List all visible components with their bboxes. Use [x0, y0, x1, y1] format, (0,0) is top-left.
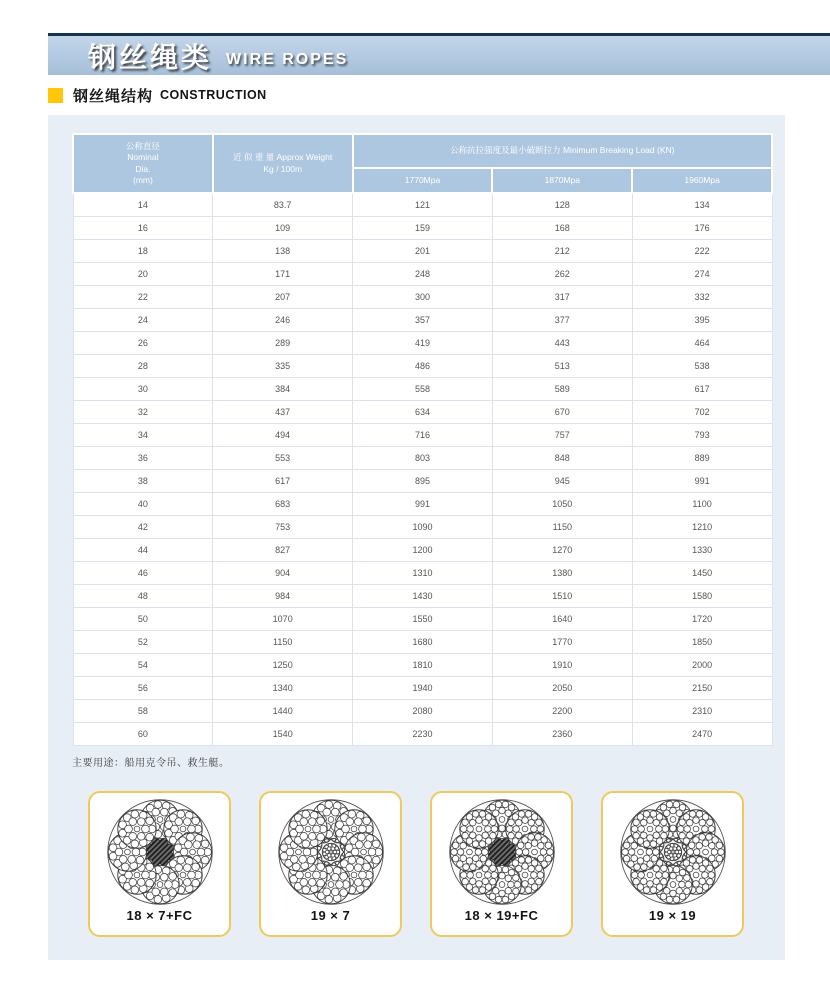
table-cell: 138	[213, 240, 353, 263]
page-title-zh: 钢丝绳类	[88, 41, 213, 73]
table-cell: 171	[213, 263, 353, 286]
diagram-label: 19 × 7	[310, 908, 351, 923]
table-cell: 1150	[213, 631, 353, 654]
table-cell: 1270	[492, 539, 632, 562]
content-panel	[48, 115, 785, 960]
table-cell: 274	[632, 263, 772, 286]
table-cell: 702	[632, 401, 772, 424]
header-nominal-dia-en1: Nominal	[127, 152, 159, 163]
table-cell: 2050	[492, 677, 632, 700]
table-cell: 419	[353, 332, 493, 355]
header-nominal-dia-zh: 公称直径	[125, 141, 160, 152]
table-cell: 827	[213, 539, 353, 562]
table-cell: 2200	[492, 700, 632, 723]
table-cell: 757	[492, 424, 632, 447]
table-row	[73, 539, 772, 562]
wire-rope-cross-section-icon	[446, 797, 558, 907]
table-cell: 558	[353, 378, 493, 401]
table-cell: 357	[353, 309, 493, 332]
diagram-card-19x7	[259, 791, 402, 937]
page-title-en: WIRE ROPES	[226, 50, 349, 68]
table-cell: 1330	[632, 539, 772, 562]
table-cell: 58	[73, 700, 213, 723]
table-cell: 443	[492, 332, 632, 355]
table-cell: 222	[632, 240, 772, 263]
table-cell: 248	[353, 263, 493, 286]
table-cell: 1210	[632, 516, 772, 539]
table-cell: 46	[73, 562, 213, 585]
table-cell: 1200	[353, 539, 493, 562]
table-row	[73, 562, 772, 585]
diagram-card-18x7fc	[88, 791, 231, 937]
table-cell: 384	[213, 378, 353, 401]
table-cell: 1720	[632, 608, 772, 631]
table-cell: 494	[213, 424, 353, 447]
table-row	[73, 608, 772, 631]
table-cell: 1850	[632, 631, 772, 654]
header-grade-1870: 1870Mpa	[492, 168, 632, 193]
diagram-label: 18 × 7+FC	[126, 908, 193, 923]
table-cell: 1310	[353, 562, 493, 585]
table-cell: 904	[213, 562, 353, 585]
table-cell: 377	[492, 309, 632, 332]
header-nominal-dia-unit: (mm)	[132, 174, 153, 185]
section-title-en: CONSTRUCTION	[160, 88, 267, 102]
table-cell: 207	[213, 286, 353, 309]
table-row	[73, 193, 772, 217]
table-row	[73, 401, 772, 424]
table-cell: 1640	[492, 608, 632, 631]
table-cell: 984	[213, 585, 353, 608]
table-row	[73, 309, 772, 332]
page-banner	[48, 33, 830, 75]
table-cell: 28	[73, 355, 213, 378]
table-cell: 1380	[492, 562, 632, 585]
spec-table	[72, 133, 773, 746]
table-cell: 300	[353, 286, 493, 309]
table-cell: 1540	[213, 723, 353, 746]
table-cell: 513	[492, 355, 632, 378]
table-cell: 1070	[213, 608, 353, 631]
table-cell: 553	[213, 447, 353, 470]
table-cell: 201	[353, 240, 493, 263]
table-cell: 1340	[213, 677, 353, 700]
table-cell: 634	[353, 401, 493, 424]
table-cell: 617	[632, 378, 772, 401]
table-cell: 54	[73, 654, 213, 677]
table-cell: 991	[632, 470, 772, 493]
table-row	[73, 516, 772, 539]
table-cell: 26	[73, 332, 213, 355]
table-cell: 1550	[353, 608, 493, 631]
table-cell: 50	[73, 608, 213, 631]
table-cell: 121	[353, 193, 493, 217]
table-row	[73, 654, 772, 677]
table-cell: 395	[632, 309, 772, 332]
table-row	[73, 286, 772, 309]
table-cell: 1810	[353, 654, 493, 677]
table-cell: 168	[492, 217, 632, 240]
table-cell: 1090	[353, 516, 493, 539]
table-cell: 56	[73, 677, 213, 700]
table-cell: 38	[73, 470, 213, 493]
table-cell: 437	[213, 401, 353, 424]
table-row	[73, 378, 772, 401]
diagram-label: 18 × 19+FC	[464, 908, 539, 923]
table-header	[73, 134, 772, 193]
table-row	[73, 447, 772, 470]
wire-rope-cross-section-icon	[617, 797, 729, 907]
table-row	[73, 585, 772, 608]
table-row	[73, 355, 772, 378]
table-cell: 848	[492, 447, 632, 470]
table-cell: 22	[73, 286, 213, 309]
table-cell: 1250	[213, 654, 353, 677]
table-cell: 262	[492, 263, 632, 286]
table-cell: 1430	[353, 585, 493, 608]
table-cell: 716	[353, 424, 493, 447]
table-cell: 246	[213, 309, 353, 332]
header-approx-weight-line2: Kg / 100m	[263, 163, 303, 174]
diagram-card-18x19fc	[430, 791, 573, 937]
table-cell: 895	[353, 470, 493, 493]
table-cell: 1580	[632, 585, 772, 608]
table-cell: 36	[73, 447, 213, 470]
table-row	[73, 677, 772, 700]
table-cell: 34	[73, 424, 213, 447]
table-cell: 1770	[492, 631, 632, 654]
table-cell: 2080	[353, 700, 493, 723]
table-cell: 991	[353, 493, 493, 516]
table-cell: 32	[73, 401, 213, 424]
table-cell: 332	[632, 286, 772, 309]
table-cell: 617	[213, 470, 353, 493]
table-body	[73, 193, 772, 746]
table-cell: 176	[632, 217, 772, 240]
table-row	[73, 424, 772, 447]
table-cell: 16	[73, 217, 213, 240]
table-cell: 44	[73, 539, 213, 562]
table-row	[73, 723, 772, 746]
table-cell: 1680	[353, 631, 493, 654]
table-cell: 52	[73, 631, 213, 654]
section-header	[48, 86, 267, 104]
table-cell: 212	[492, 240, 632, 263]
table-cell: 159	[353, 217, 493, 240]
table-cell: 1910	[492, 654, 632, 677]
table-cell: 24	[73, 309, 213, 332]
table-cell: 803	[353, 447, 493, 470]
table-cell: 1940	[353, 677, 493, 700]
table-row	[73, 240, 772, 263]
table-cell: 589	[492, 378, 632, 401]
table-cell: 1450	[632, 562, 772, 585]
table-row	[73, 332, 772, 355]
table-cell: 128	[492, 193, 632, 217]
table-cell: 83.7	[213, 193, 353, 217]
table-cell: 18	[73, 240, 213, 263]
diagram-label: 19 × 19	[648, 908, 697, 923]
table-cell: 2360	[492, 723, 632, 746]
wire-rope-cross-section-icon	[275, 797, 387, 907]
table-cell: 2310	[632, 700, 772, 723]
table-cell: 2000	[632, 654, 772, 677]
table-cell: 335	[213, 355, 353, 378]
table-cell: 60	[73, 723, 213, 746]
table-row	[73, 631, 772, 654]
yellow-square-bullet-icon	[48, 88, 63, 103]
table-cell: 793	[632, 424, 772, 447]
header-nominal-dia	[73, 134, 213, 193]
table-cell: 289	[213, 332, 353, 355]
table-cell: 538	[632, 355, 772, 378]
table-cell: 945	[492, 470, 632, 493]
table-cell: 317	[492, 286, 632, 309]
table-row	[73, 700, 772, 723]
header-breaking-load: 公称抗拉强度及最小破断拉力 Minimum Breaking Load (KN)	[353, 134, 772, 168]
table-cell: 14	[73, 193, 213, 217]
table-cell: 2150	[632, 677, 772, 700]
table-row	[73, 217, 772, 240]
diagram-card-19x19	[601, 791, 744, 937]
table-cell: 464	[632, 332, 772, 355]
header-grade-1960: 1960Mpa	[632, 168, 772, 193]
header-grade-1770: 1770Mpa	[353, 168, 493, 193]
table-row	[73, 493, 772, 516]
table-cell: 753	[213, 516, 353, 539]
table-cell: 2230	[353, 723, 493, 746]
usage-note: 主要用途：船用克令吊、救生艇。	[72, 758, 230, 769]
table-cell: 1100	[632, 493, 772, 516]
table-cell: 20	[73, 263, 213, 286]
header-approx-weight	[213, 134, 353, 193]
table-cell: 1440	[213, 700, 353, 723]
table-cell: 30	[73, 378, 213, 401]
table-cell: 2470	[632, 723, 772, 746]
table-cell: 1150	[492, 516, 632, 539]
table-cell: 1050	[492, 493, 632, 516]
wire-rope-cross-section-icon	[104, 797, 216, 907]
table-cell: 109	[213, 217, 353, 240]
table-cell: 48	[73, 585, 213, 608]
diagram-cards	[88, 791, 744, 937]
table-cell: 42	[73, 516, 213, 539]
table-cell: 670	[492, 401, 632, 424]
section-title-zh: 钢丝绳结构	[73, 87, 154, 105]
table-cell: 683	[213, 493, 353, 516]
table-cell: 889	[632, 447, 772, 470]
table-cell: 486	[353, 355, 493, 378]
header-approx-weight-line1: 近 似 重 量 Approx Weight	[233, 152, 333, 163]
header-nominal-dia-en2: Dia.	[135, 163, 151, 174]
table-row	[73, 470, 772, 493]
table-cell: 40	[73, 493, 213, 516]
table-cell: 134	[632, 193, 772, 217]
table-cell: 1510	[492, 585, 632, 608]
table-row	[73, 263, 772, 286]
